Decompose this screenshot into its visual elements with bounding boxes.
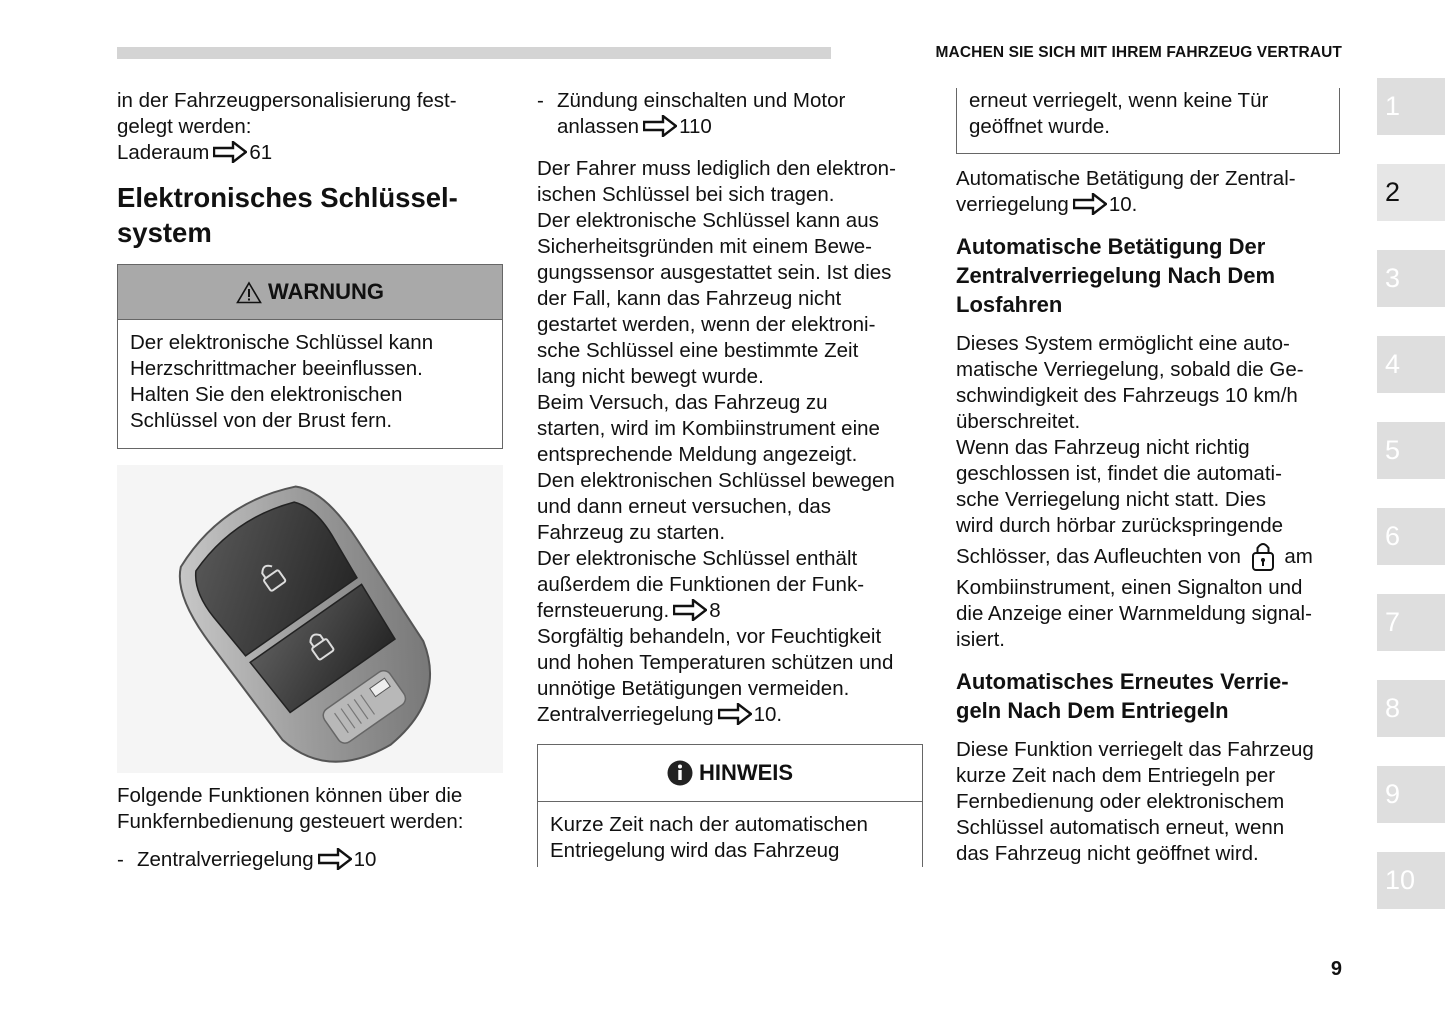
electronic-key-image [117, 465, 503, 773]
electronic-key-illustration [117, 465, 503, 773]
note-header [538, 745, 922, 802]
chapter-tab-2[interactable]: 2 [1377, 164, 1445, 221]
warning-body: Der elektronische Schlüssel kann Herzschrittmacher beeinflussen. Halten Sie den elektronischen Schlüssel von der Brust fern. [130, 331, 434, 432]
warning-box [117, 264, 503, 449]
page-number: 9 [1330, 958, 1342, 980]
warning-header [118, 265, 502, 320]
body-paragraph: Dieses System ermöglicht eine auto- matische Verriegelung, sobald die Ge- schwindigkeit des Fahrzeugs 10 km/h überschreitet. Wenn das Fahrzeug nicht richtig geschlossen ist, findet die automati- sche Verriegelung nicht statt. Dies wird durch hörbar zurückspringende Schlösser, das Aufleuchten von am Kombiinstrument, einen Signalton und die Anzeige einer Warnmeldung signal- isiert. [956, 332, 1313, 651]
intro-line: in der Fahrzeugpersonalisierung fest- [117, 89, 457, 112]
page-reference[interactable]: 110 [679, 115, 712, 138]
warning-title: WARNUNG [267, 279, 385, 304]
warning-triangle-icon [236, 281, 262, 304]
subsection-heading: Automatische Betätigung Der Zentralverriegelung Nach Dem Losfahren [956, 234, 1276, 317]
note-title: HINWEIS [698, 760, 794, 785]
reference-arrow-icon [673, 599, 707, 621]
intro-line: gelegt werden: [117, 115, 252, 138]
page-reference[interactable]: 8 [709, 599, 721, 622]
chapter-tab-7[interactable]: 7 [1377, 594, 1445, 651]
note-box-continued: erneut verriegelt, wenn keine Tür geöffnet wurde. [956, 88, 1340, 154]
intro-ref-line: Laderaum 61 [117, 141, 273, 164]
body-paragraph: Diese Funktion verriegelt das Fahrzeug kurze Zeit nach dem Entriegeln per Fernbedienung oder elektronischem Schlüssel automatisch erneut, wenn das Fahrzeug nicht geöffnet wird. [956, 738, 1314, 865]
header-title: MACHEN SIE SICH MIT IHREM FAHRZEUG VERTRAUT [935, 44, 1342, 61]
page-reference[interactable]: 10. [1108, 193, 1138, 216]
chapter-tab-10[interactable]: 10 [1377, 852, 1445, 909]
page-reference[interactable]: 10 [353, 848, 377, 871]
list-item: - Zündung einschalten und Motor anlassen 110 [537, 89, 846, 138]
header-rule [117, 47, 831, 59]
column-1: in der Fahrzeugpersonalisierung fest- gelegt werden: Laderaum 61 Elektronisches Schlüssel- system WARNUNG Der elektronische Schlüssel kann Herzschrittmacher beeinflussen. Halten Sie den elektronischen Schlüssel von der Brust fern. Folgende Funktionen können über die Funkfernbedienung gesteuert werden: - Zentralverriegelung 10 [117, 88, 507, 873]
chapter-tab-4[interactable]: 4 [1377, 336, 1445, 393]
reference-arrow-icon [643, 115, 677, 137]
note-body: Kurze Zeit nach der automatischen Entriegelung wird das Fahrzeug [550, 813, 868, 862]
list-item: - Zentralverriegelung 10 [117, 848, 377, 871]
reference-arrow-icon [318, 848, 352, 870]
reference-arrow-icon [1073, 193, 1107, 215]
body-paragraph: Der Fahrer muss lediglich den elektron- ischen Schlüssel bei sich tragen. Der elektronische Schlüssel kann aus Sicherheitsgründen mit einem Bewe- gungssensor ausgestattet sein. Ist dies der Fall, kann das Fahrzeug nicht gestartet werden, wenn der elektroni- sche Schlüssel eine bestimmte Zeit lang nicht bewegt wurde. Beim Versuch, das Fahrzeug zu starten, wird im Kombiinstrument eine entsprechende Meldung angezeigt. Den elektronischen Schlüssel bewegen und dann erneut versuchen, das Fahrzeug zu starten. Der elektronische Schlüssel enthält außerdem die Funktionen der Funk- fernsteuerung. 8 Sorgfältig behandeln, vor Feuchtigkeit und hohen Temperaturen schützen und unnötige Betätigungen vermeiden. Zentralverriegelung 10. [537, 157, 896, 726]
column-2 [537, 88, 929, 867]
chapter-tab-5[interactable]: 5 [1377, 422, 1445, 479]
reference-arrow-icon [213, 141, 247, 163]
subsection-heading: Automatisches Erneutes Verrie- geln Nach Dem Entriegeln [956, 669, 1289, 723]
reference-arrow-icon [718, 703, 752, 725]
info-icon [667, 760, 693, 786]
chapter-tab-3[interactable]: 3 [1377, 250, 1445, 307]
page-reference[interactable]: 61 [249, 141, 273, 164]
section-heading: Elektronisches Schlüssel- system [117, 182, 458, 248]
note-box [537, 744, 923, 867]
chapter-tab-1[interactable]: 1 [1377, 78, 1445, 135]
page-reference[interactable]: 10. [753, 703, 783, 726]
chapter-tab-8[interactable]: 8 [1377, 680, 1445, 737]
chapter-tab-6[interactable]: 6 [1377, 508, 1445, 565]
body-paragraph: Automatische Betätigung der Zentral- verriegelung 10. [956, 167, 1296, 216]
lock-icon [1249, 540, 1277, 572]
column-3 [956, 88, 1356, 867]
chapter-tab-9[interactable]: 9 [1377, 766, 1445, 823]
